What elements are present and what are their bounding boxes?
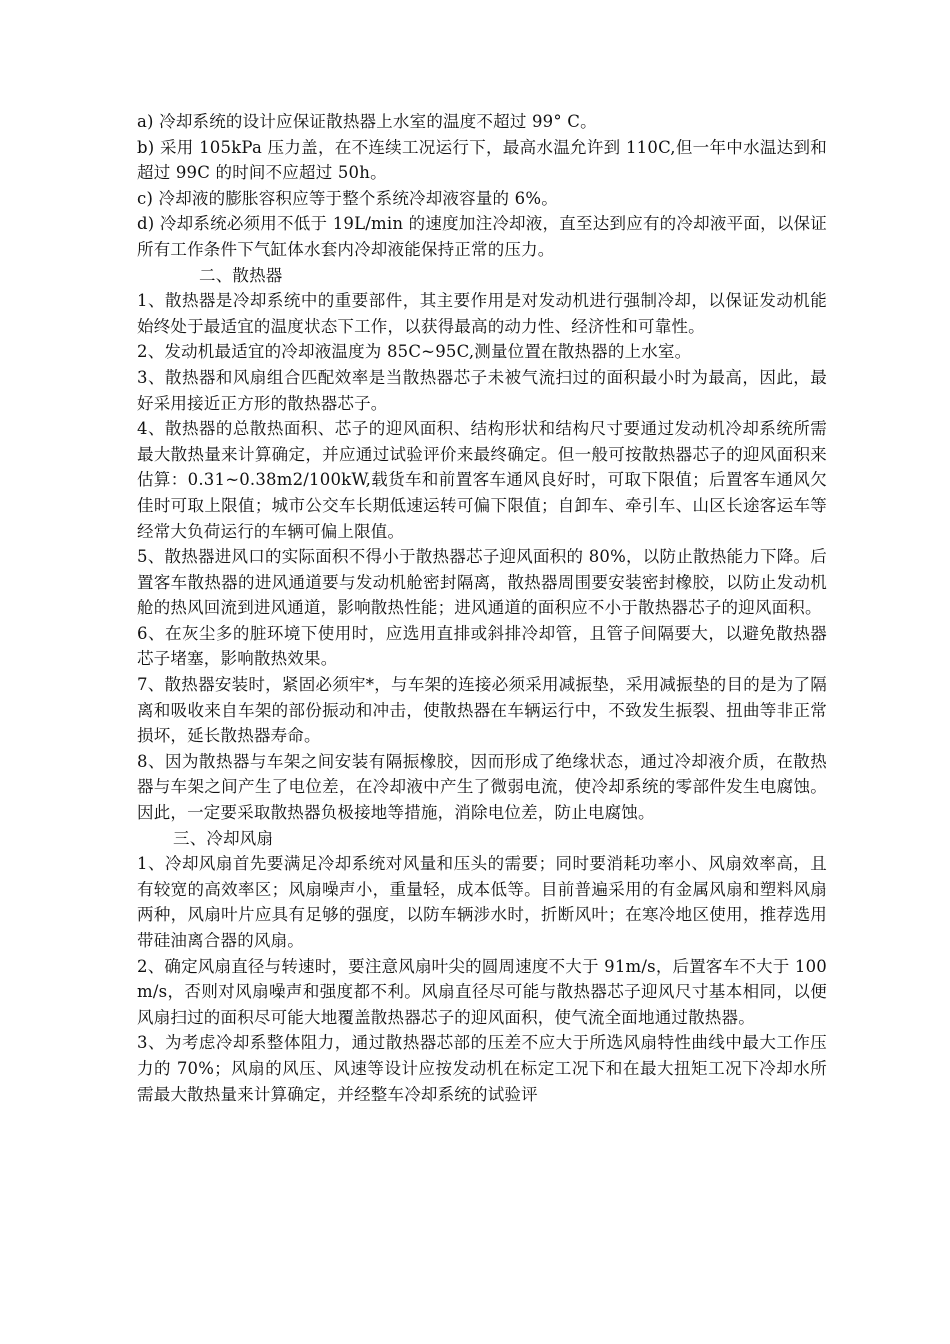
radiator-paragraph-5: 5、散热器进风口的实际面积不得小于散热器芯子迎风面积的 80%，以防止散热能力下降。后置客车散热器的进风通道要与发动机舱密封隔离，散热器周围要安装密封橡胶，以防止发动机舱的热风回流到进风通道，影响散热性能；进风通道的面积应不小于散热器芯子的迎风面积。: [137, 547, 827, 618]
radiator-paragraph-1: 1、散热器是冷却系统中的重要部件，其主要作用是对发动机进行强制冷却，以保证发动机能始终处于最适宜的温度状态下工作，以获得最高的动力性、经济性和可靠性。: [137, 291, 827, 336]
radiator-paragraph-6: 6、在灰尘多的脏环境下使用时，应选用直排或斜排冷却管，且管子间隔要大，以避免散热器芯子堵塞，影响散热效果。: [137, 623, 827, 669]
requirement-c: c) 冷却液的膨胀容积应等于整个系统冷却液容量的 6%。: [137, 188, 558, 208]
radiator-paragraph-2: 2、发动机最适宜的冷却液温度为 85C~95C,测量位置在散热器的上水室。: [137, 342, 692, 362]
document-body: [137, 109, 827, 1107]
radiator-paragraph-7: 7、散热器安装时，紧固必须牢*，与车架的连接必须采用减振垫，采用减振垫的目的是为了隔离和吸收来自车架的部份振动和冲击，使散热器在车辆运行中，不致发生振裂、扭曲等非正常损坏，延长散热器寿命。: [137, 675, 827, 746]
radiator-paragraph-4: 4、散热器的总散热面积、芯子的迎风面积、结构形状和结构尺寸要通过发动机冷却系统所需最大散热量来计算确定，并应通过试验评价来最终确定。但一般可按散热器芯子的迎风面积来估算：0.31~0.38m2/100kW,载货车和前置客车通风良好时，可取下限值；后置客车通风欠佳时可取上限值；城市公交车长期低速运转可偏下限值；自卸车、牵引车、山区长途客运车等经常大负荷运行的车辆可偏上限值。: [137, 419, 827, 541]
fan-paragraph-1: 1、冷却风扇首先要满足冷却系统对风量和压头的需要；同时要消耗功率小、风扇效率高，且有较宽的高效率区；风扇噪声小，重量轻，成本低等。目前普遍采用的有金属风扇和塑料风扇两种，风扇叶片应具有足够的强度，以防车辆涉水时，折断风叶；在寒冷地区使用，推荐选用带硅油离合器的风扇。: [137, 854, 827, 950]
fan-paragraph-3: 3、为考虑冷却系整体阻力，通过散热器芯部的压差不应大于所选风扇特性曲线中最大工作压力的 70%；风扇的风压、风速等设计应按发动机在标定工况下和在最大扭矩工况下冷却水所需最大散热量来计算确定，并经整车冷却系统的试验评: [137, 1033, 827, 1104]
fan-paragraph-2: 2、确定风扇直径与转速时，要注意风扇叶尖的圆周速度不大于 91m/s，后置客车不大于 100m/s，否则对风扇噪声和强度都不利。风扇直径尽可能与散热器芯子迎风尺寸基本相同，以便风扇扫过的面积尽可能大地覆盖散热器芯子的迎风面积，使气流全面地通过散热器。: [137, 956, 827, 1027]
section-heading-radiator: 二、散热器: [199, 265, 283, 285]
section-heading-cooling-fan: 三、冷却风扇: [173, 828, 274, 848]
requirement-b: b) 采用 105kPa 压力盖，在不连续工况运行下，最高水温允许到 110C,但一年中水温达到和超过 99C 的时间不应超过 50h。: [137, 137, 827, 183]
radiator-paragraph-3: 3、散热器和风扇组合匹配效率是当散热器芯子未被气流扫过的面积最小时为最高，因此，最好采用接近正方形的散热器芯子。: [137, 367, 827, 413]
requirement-a: a) 冷却系统的设计应保证散热器上水室的温度不超过 99° C。: [137, 112, 597, 131]
radiator-paragraph-8: 8、因为散热器与车架之间安装有隔振橡胶，因而形成了绝缘状态，通过冷却液介质，在散热器与车架之间产生了电位差，在冷却液中产生了微弱电流，使冷却系统的零部件发生电腐蚀。因此，一定要采取散热器负极接地等措施，消除电位差，防止电腐蚀。: [137, 751, 827, 823]
requirement-d: d) 冷却系统必须用不低于 19L/min 的速度加注冷却液，直至达到应有的冷却液平面，以保证所有工作条件下气缸体水套内冷却液能保持正常的压力。: [137, 214, 827, 259]
